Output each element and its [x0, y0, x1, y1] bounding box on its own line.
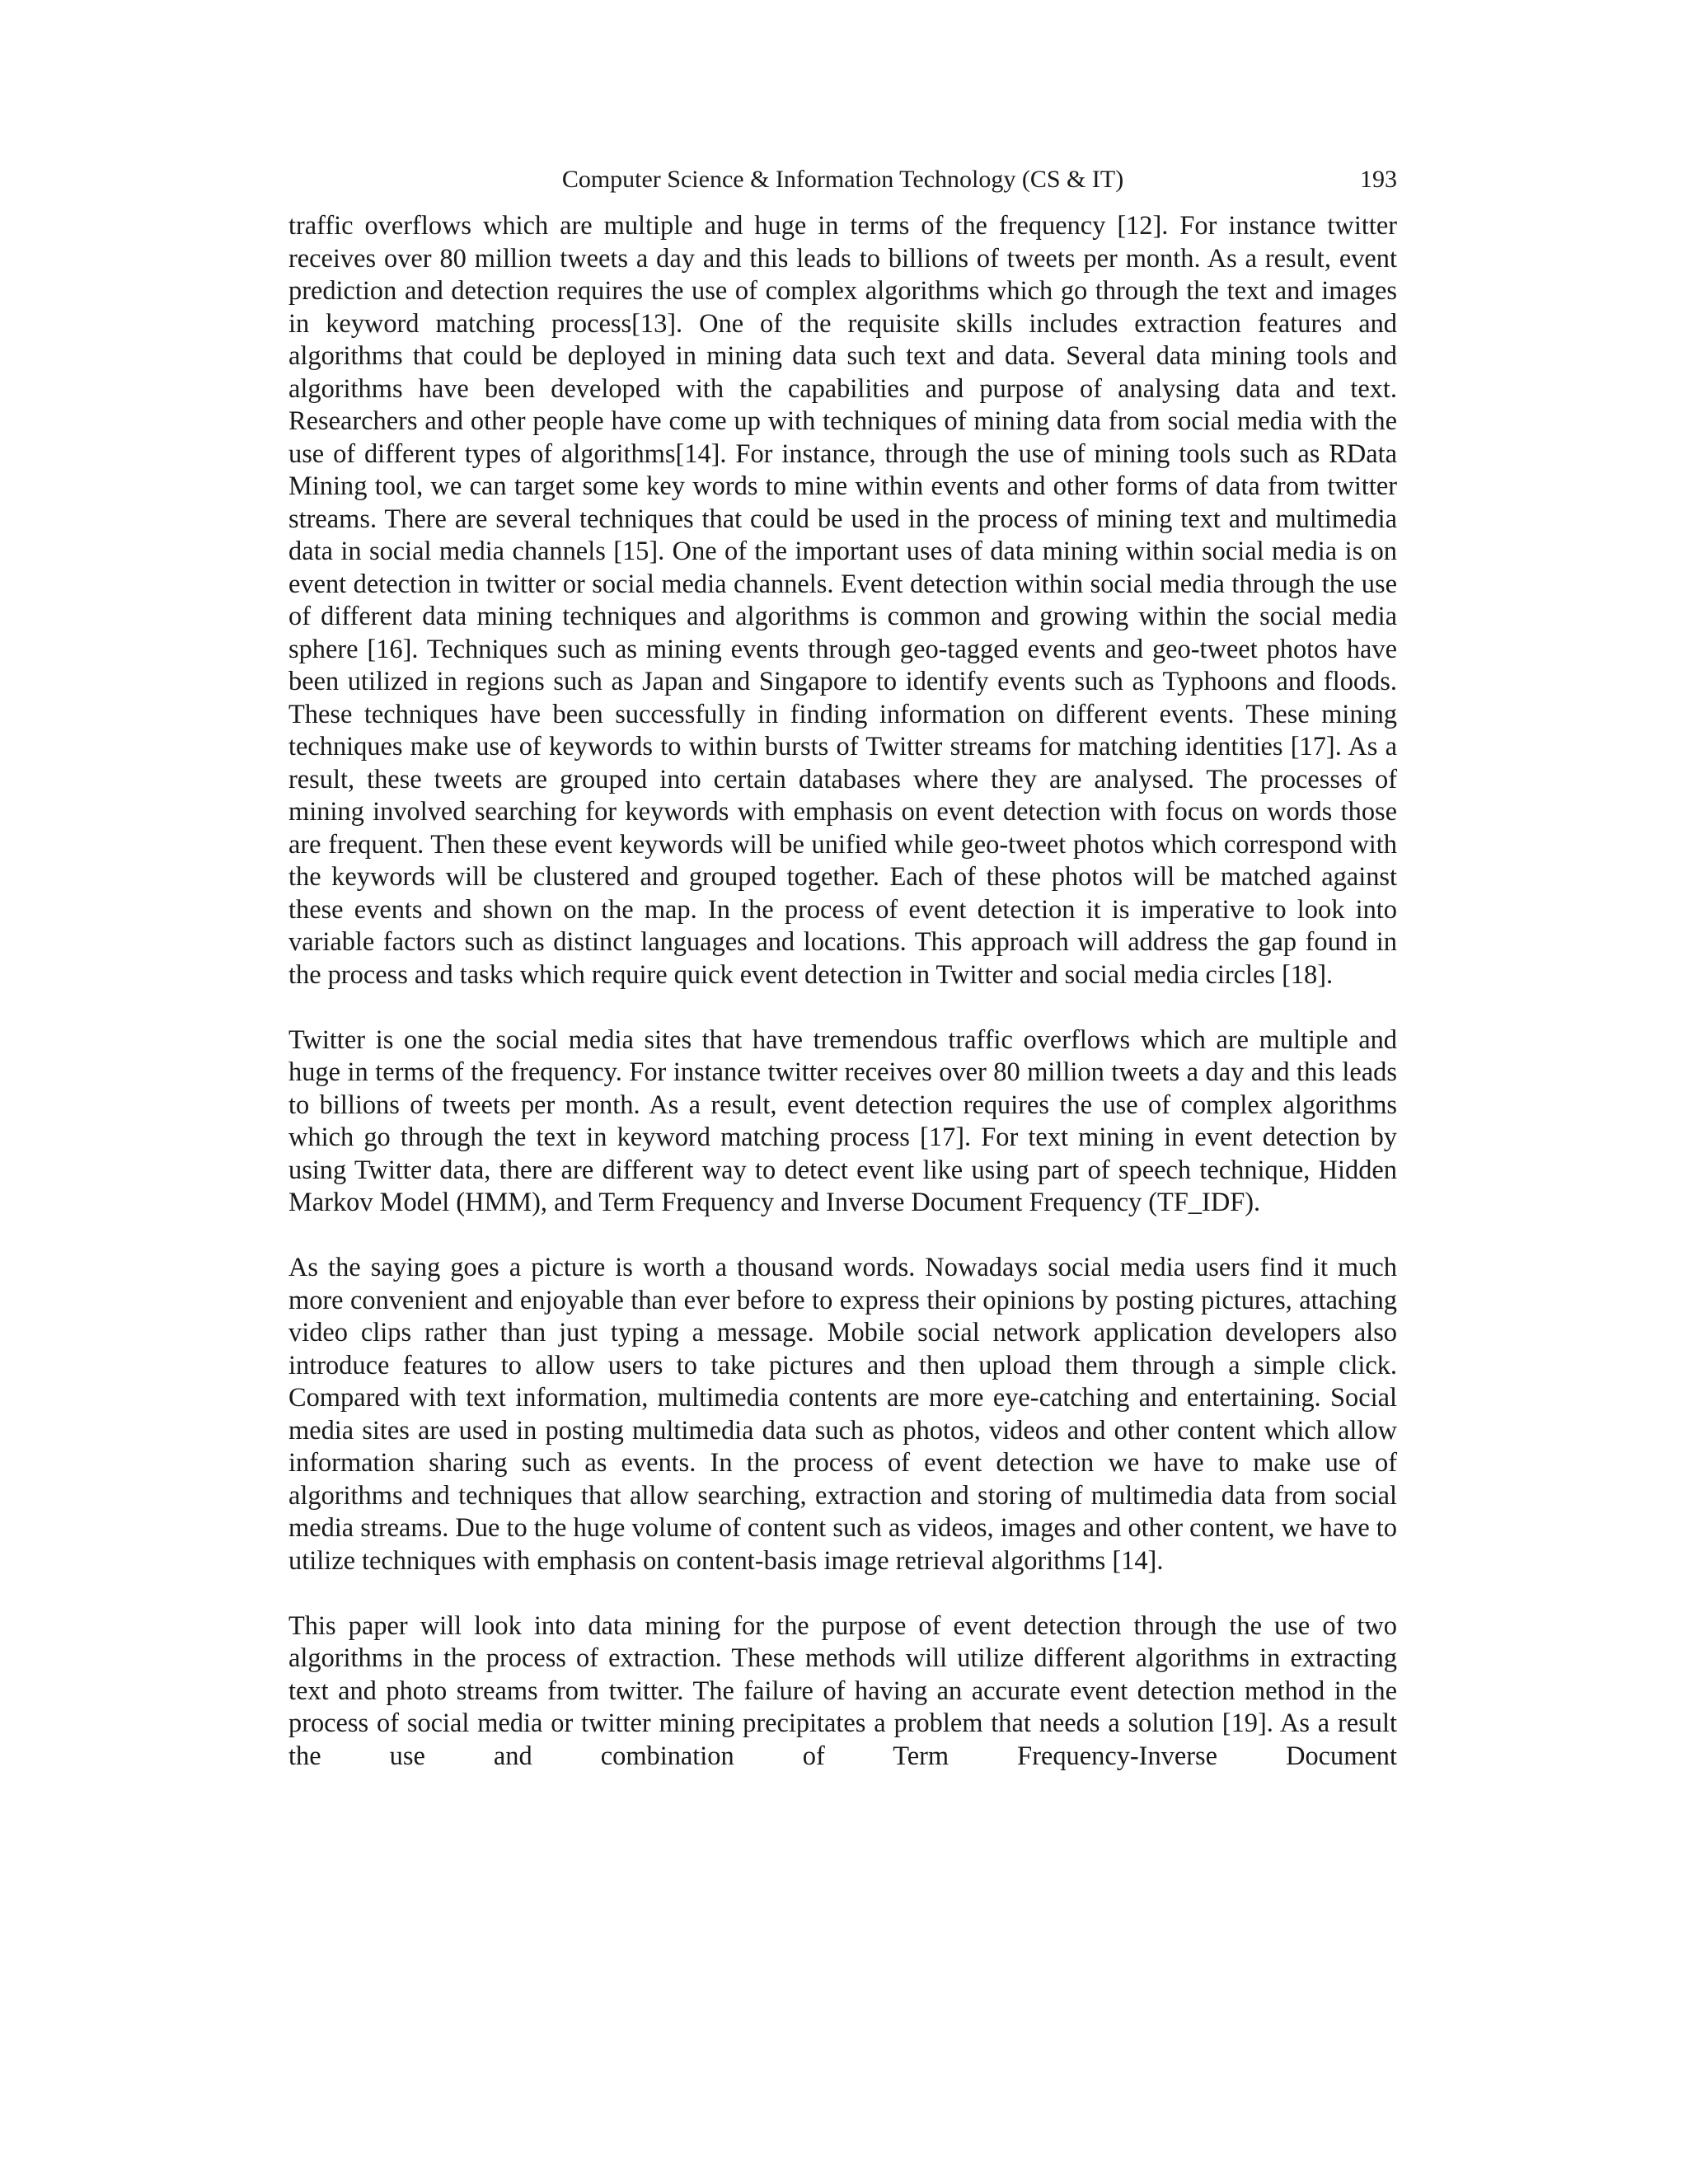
running-header	[288, 161, 1397, 199]
page	[288, 161, 1397, 1773]
paragraph-1: traffic overflows which are multiple and huge in terms of the frequency [12]. For instance twitter receives over 80 million tweets a day and this leads to billions of tweets per month. As a result, event prediction and detection requires the use of complex algorithms which go through the text and images in keyword matching process[13]. One of the requisite skills includes extraction features and algorithms that could be deployed in mining data such text and data. Several data mining tools and algorithms have been developed with the capabilities and purpose of analysing data and text. Researchers and other people have come up with techniques of mining data from social media with the use of different types of algorithms[14]. For instance, through the use of mining tools such as RData Mining tool, we can target some key words to mine within events and other forms of data from twitter streams. There are several techniques that could be used in the process of mining text and multimedia data in social media channels [15]. One of the important uses of data mining within social media is on event detection in twitter or social media channels. Event detection within social media through the use of different data mining techniques and algorithms is common and growing within the social media sphere [16]. Techniques such as mining events through geo-tagged events and geo-tweet photos have been utilized in regions such as Japan and Singapore to identify events such as Typhoons and floods. These techniques have been successfully in finding information on different events. These mining techniques make use of keywords to within bursts of Twitter streams for matching identities [17]. As a result, these tweets are grouped into certain databases where they are analysed. The processes of mining involved searching for keywords with emphasis on event detection with focus on words those are frequent. Then these event keywords will be unified while geo-tweet photos which correspond with the keywords will be clustered and grouped together. Each of these photos will be matched against these events and shown on the map. In the process of event detection it is imperative to look into variable factors such as distinct languages and locations. This approach will address the gap found in the process and tasks which require quick event detection in Twitter and social media circles [18].	[288, 211, 1397, 990]
body-text	[288, 210, 1397, 1773]
paragraph-4: This paper will look into data mining for the purpose of event detection through the use of two algorithms in the process of extraction. These methods will utilize different algorithms in extracting text and photo streams from twitter. The failure of having an accurate event detection method in the process of social media or twitter mining precipitates a problem that needs a solution [19]. As a result the use and combination of Term Frequency-Inverse Document	[288, 1610, 1397, 1771]
page-number: 193	[1360, 166, 1397, 193]
journal-title: Computer Science & Information Technology (CS & IT)	[561, 166, 1124, 193]
paragraph-3: As the saying goes a picture is worth a thousand words. Nowadays social media users find it much more convenient and enjoyable than ever before to express their opinions by posting pictures, attaching video clips rather than just typing a message. Mobile social network application developers also introduce features to allow users to take pictures and then upload them through a simple click. Compared with text information, multimedia contents are more eye-catching and entertaining. Social media sites are used in posting multimedia data such as photos, videos and other content which allow information sharing such as events. In the process of event detection we have to make use of algorithms and techniques that allow searching, extraction and storing of multimedia data from social media streams. Due to the huge volume of content such as videos, images and other content, we have to utilize techniques with emphasis on content-basis image retrieval algorithms [14].	[288, 1253, 1397, 1576]
paragraph-2: Twitter is one the social media sites that have tremendous traffic overflows which are multiple and huge in terms of the frequency. For instance twitter receives over 80 million tweets a day and this leads to billions of tweets per month. As a result, event detection requires the use of complex algorithms which go through the text in keyword matching process [17]. For text mining in event detection by using Twitter data, there are different way to detect event like using part of speech technique, Hidden Markov Model (HMM), and Term Frequency and Inverse Document Frequency (TF_IDF).	[288, 1024, 1397, 1217]
